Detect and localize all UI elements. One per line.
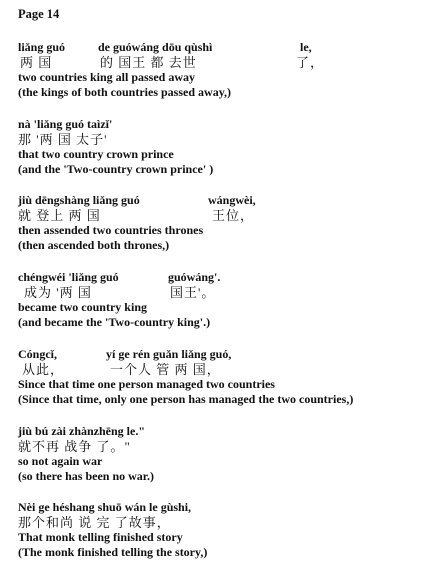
- translation-line: [18, 315, 211, 330]
- pinyin-line: [18, 193, 256, 208]
- hanzi-text: 那个和尚 说 完 了故事，: [18, 515, 171, 530]
- pinyin-text: guówáng'.: [168, 270, 221, 284]
- translation-line: [18, 392, 354, 407]
- gloss-line: [18, 377, 275, 392]
- page-title: Page 14: [18, 7, 60, 21]
- hanzi-line: [18, 208, 255, 223]
- pinyin-text: wángwèi,: [208, 193, 256, 207]
- hanzi-text: 从此，: [22, 362, 65, 377]
- hanzi-text: 王位，: [212, 208, 255, 223]
- gloss-line: [18, 70, 196, 85]
- gloss-text: that two country crown prince: [18, 147, 174, 161]
- translation-text: (then ascended both thrones,): [18, 238, 170, 252]
- translation-text: (and became the 'Two-country king'.): [18, 315, 211, 329]
- hanzi-text: 一个人 管 两 国，: [110, 362, 221, 377]
- translation-text: (and the 'Two-country crown prince' ): [18, 162, 214, 176]
- hanzi-text: 了，: [296, 55, 325, 70]
- gloss-text: Since that time one person managed two countries: [18, 377, 275, 391]
- pinyin-text: Nèi ge héshang shuō wán le gùshi,: [18, 500, 192, 514]
- translation-text: (the kings of both countries passed away,): [18, 85, 232, 99]
- pinyin-text: de guówáng dōu qùshì: [98, 40, 213, 54]
- hanzi-line: [18, 55, 325, 70]
- gloss-text: two countries king all passed away: [18, 70, 196, 84]
- hanzi-text: 成为 '两 国: [24, 285, 92, 300]
- hanzi-text: 国王'。: [170, 285, 216, 300]
- pinyin-line: [18, 347, 232, 362]
- pinyin-text: nà 'liǎng guó taìzǐ': [18, 117, 113, 131]
- translation-text: (The monk finished telling the story,): [18, 545, 208, 559]
- translation-text: (Since that time, only one person has managed the two countries,): [18, 392, 354, 406]
- translation-line: [18, 85, 232, 100]
- translation-line: [18, 238, 170, 253]
- text-block: [18, 193, 256, 253]
- pinyin-line: [18, 40, 312, 55]
- translation-text: (so there has been no war.): [18, 469, 155, 483]
- pinyin-text: chéngwéi 'liǎng guó: [18, 270, 119, 284]
- pinyin-text: jiù dēngshàng liǎng guó: [18, 193, 140, 207]
- pinyin-line: [18, 270, 221, 285]
- hanzi-line: [18, 285, 216, 300]
- text-block: [18, 347, 354, 407]
- pinyin-text: Cóngcǐ,: [18, 347, 57, 361]
- hanzi-text: 就 登上 两 国: [18, 208, 101, 223]
- gloss-text: That monk telling finished story: [18, 530, 183, 544]
- gloss-text: so not again war: [18, 454, 103, 468]
- text-block: [18, 270, 221, 330]
- pinyin-text: liǎng guó: [18, 40, 66, 54]
- hanzi-text: 就不再 战争 了。": [18, 439, 131, 454]
- gloss-line: [18, 223, 204, 238]
- hanzi-text: 两 国: [20, 55, 53, 70]
- pinyin-text: le,: [300, 40, 312, 54]
- gloss-line: [18, 300, 147, 315]
- text-block: [18, 40, 325, 100]
- hanzi-line: [18, 362, 221, 377]
- pinyin-text: yí ge rén guǎn liǎng guó,: [106, 347, 232, 361]
- gloss-text: became two country king: [18, 300, 147, 314]
- gloss-text: then assended two countries thrones: [18, 223, 204, 237]
- pinyin-text: jiù bú zài zhànzhēng le.": [18, 424, 146, 438]
- hanzi-text: 的 国王 都 去世: [100, 55, 197, 70]
- hanzi-text: 那 '两 国 太子': [18, 132, 108, 147]
